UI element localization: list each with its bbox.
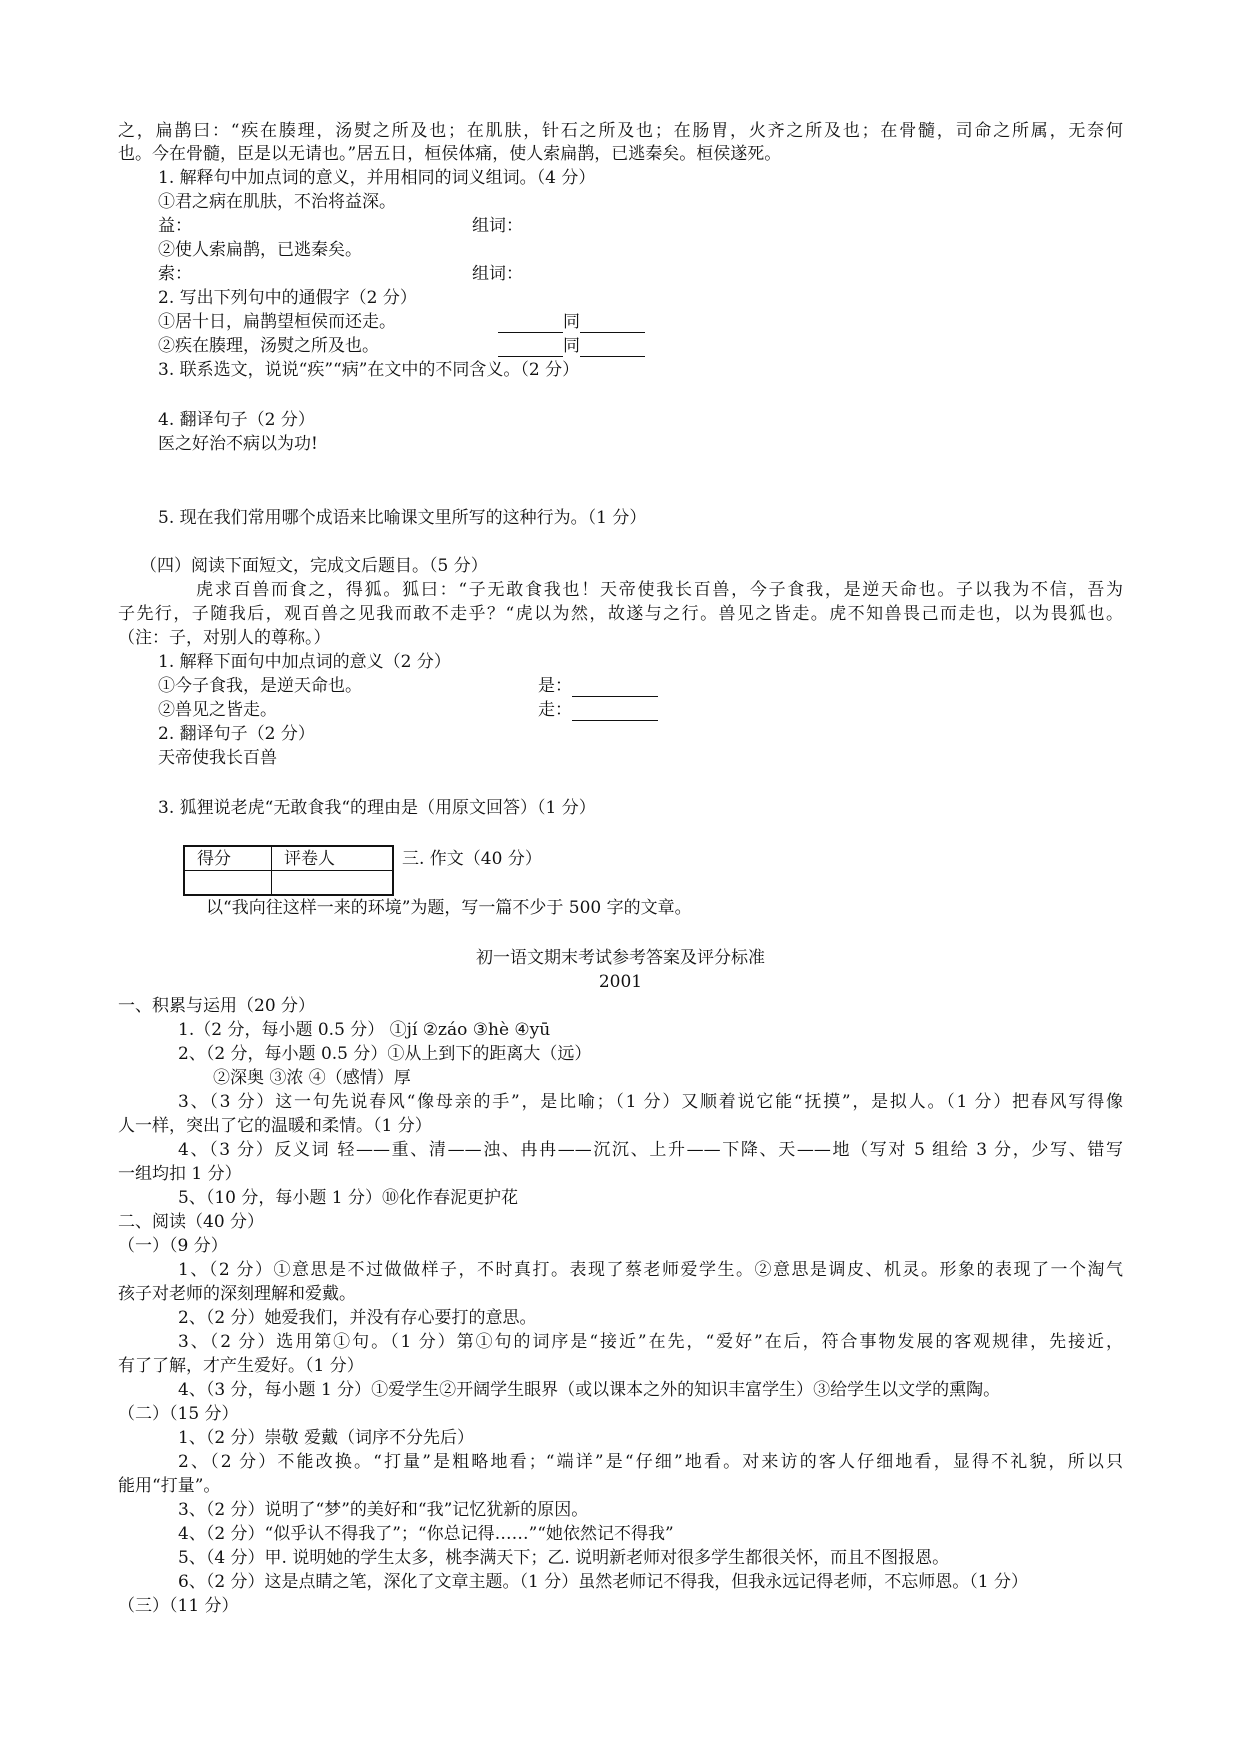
answer-line: 1、（2 分）崇敬 爱戴（词序不分先后） bbox=[178, 1428, 474, 1448]
question-3-prompt: 3. 狐狸说老虎“无敢食我“的理由是（用原文回答）（1 分） bbox=[158, 798, 596, 818]
answer-label-shi: 是： bbox=[538, 676, 572, 696]
answer-line: 5、（10 分，每小题 1 分）⑩化作春泥更护花 bbox=[178, 1188, 518, 1208]
question-2-prompt: 2. 写出下列句中的通假字（2 分） bbox=[158, 288, 417, 308]
answer-line: ②深奥 ③浓 ④（感情）厚 bbox=[213, 1068, 411, 1088]
question-3-prompt: 3. 联系选文，说说“疾”“病”在文中的不同含义。（2 分） bbox=[158, 360, 580, 380]
passage-line: 子先行，子随我后，观百兽之见我而敢不走乎？“虎以为然，故遂与之行。兽见之皆走。虎不知兽畏己而走也，以为畏狐也。 bbox=[118, 604, 1123, 624]
score-header: 得分 bbox=[184, 846, 272, 871]
subsection-heading: （三）（11 分） bbox=[118, 1596, 239, 1616]
question-line: ②疾在腠理，汤熨之所及也。 bbox=[158, 336, 379, 356]
answer-line: 4、（3 分，每小题 1 分）①爱学生②开阔学生眼界（或以课本之外的知识丰富学生）③给学生以文学的熏陶。 bbox=[178, 1380, 1001, 1400]
section-heading: （四）阅读下面短文，完成文后题目。（5 分） bbox=[140, 556, 488, 576]
answer-line: 1.（2 分，每小题 0.5 分） ①jí ②záo ③hè ④yū bbox=[178, 1020, 551, 1040]
answer-line: 能用“打量”。 bbox=[118, 1476, 221, 1496]
answer-blank bbox=[572, 680, 658, 697]
section-heading: 二、阅读（40 分） bbox=[118, 1212, 265, 1232]
answer-line: 2、（2 分）不能改换。“打量”是粗略地看；“端详”是“仔细”地看。对来访的客人仔细地看，显得不礼貌，所以只 bbox=[178, 1452, 1123, 1472]
tong-label: 同 bbox=[563, 312, 580, 332]
question-line: 医之好治不病以为功! bbox=[158, 434, 318, 454]
fill-blank-pair bbox=[498, 335, 645, 357]
answer-line: 人一样，突出了它的温暖和柔情。（1 分） bbox=[118, 1116, 432, 1136]
grader-header: 评卷人 bbox=[272, 846, 394, 871]
answer-label-zuci: 组词： bbox=[472, 216, 523, 236]
answer-line: 3、（2 分）说明了“梦”的美好和“我”记忆犹新的原因。 bbox=[178, 1500, 589, 1520]
answer-line: 4、（2 分）“似乎认不得我了”；“你总记得……”“她依然记不得我” bbox=[178, 1524, 674, 1544]
passage-line: 虎求百兽而食之，得狐。狐曰：“子无敢食我也！天帝使我长百兽，今子食我，是逆天命也。子以我为不信，吾为 bbox=[196, 580, 1123, 600]
answer-line: 有了了解，才产生爱好。（1 分） bbox=[118, 1356, 364, 1376]
passage-line: 也。今在骨髓，臣是以无请也。”居五日，桓侯体痛，使人索扁鹊，已逃秦矣。桓侯遂死。 bbox=[118, 144, 782, 164]
grader-cell bbox=[272, 871, 394, 896]
question-4-prompt: 4. 翻译句子（2 分） bbox=[158, 410, 315, 430]
answer-line: 2、（2 分，每小题 0.5 分）①从上到下的距离大（远） bbox=[178, 1044, 592, 1064]
subsection-heading: （二）（15 分） bbox=[118, 1404, 239, 1424]
answer-key-year: 2001 bbox=[598, 972, 643, 992]
answer-line: 3、（2 分）选用第①句。（1 分）第①句的词序是“接近”在先，“爱好”在后，符合事物发展的客观规律，先接近， bbox=[178, 1332, 1123, 1352]
essay-prompt: 以“我向往这样一来的环境”为题，写一篇不少于 500 字的文章。 bbox=[206, 898, 692, 918]
passage-line: 之，扁鹊曰：“疾在腠理，汤熨之所及也；在肌肤，针石之所及也；在肠胃，火齐之所及也；在骨髓，司命之所属，无奈何 bbox=[118, 121, 1123, 141]
answer-blank bbox=[572, 704, 658, 721]
question-line: ①今子食我，是逆天命也。 bbox=[158, 676, 362, 696]
question-1-prompt: 1. 解释下面句中加点词的意义（2 分） bbox=[158, 652, 451, 672]
section-heading: 一、积累与运用（20 分） bbox=[118, 996, 316, 1016]
answer-blank bbox=[498, 316, 563, 333]
question-line: ①君之病在肌肤，不治将益深。 bbox=[158, 192, 396, 212]
answer-key-title: 初一语文期末考试参考答案及评分标准 bbox=[476, 948, 765, 968]
answer-line: 6、（2 分）这是点睛之笔，深化了文章主题。（1 分）虽然老师记不得我，但我永远记得老师，不忘师恩。（1 分） bbox=[178, 1572, 1028, 1592]
answer-label-zuci: 组词： bbox=[472, 264, 523, 284]
question-line: 天帝使我长百兽 bbox=[158, 748, 277, 768]
question-line: ①居十日，扁鹊望桓侯而还走。 bbox=[158, 312, 396, 332]
answer-label-yi: 益： bbox=[158, 216, 192, 236]
question-line: ②兽见之皆走。 bbox=[158, 700, 277, 720]
answer-line: 3、（3 分）这一句先说春风“像母亲的手”，是比喻；（1 分）又顺着说它能“抚摸”，是拟人。（1 分）把春风写得像 bbox=[178, 1092, 1123, 1112]
question-5-prompt: 5. 现在我们常用哪个成语来比喻课文里所写的这种行为。（1 分） bbox=[158, 508, 647, 528]
answer-line: 2、（2 分）她爱我们，并没有存心要打的意思。 bbox=[178, 1308, 537, 1328]
score-cell bbox=[184, 871, 272, 896]
answer-line: 4、（3 分）反义词 轻——重、清——浊、冉冉——沉沉、上升——下降、天——地（写对 5 组给 3 分，少写、错写 bbox=[178, 1140, 1123, 1160]
answer-label-zou: 走： bbox=[538, 700, 572, 720]
question-1-prompt: 1. 解释句中加点词的意义，并用相同的词义组词。（4 分） bbox=[158, 168, 596, 188]
answer-line: 孩子对老师的深刻理解和爱戴。 bbox=[118, 1284, 356, 1304]
tong-label: 同 bbox=[563, 336, 580, 356]
answer-line: 5、（4 分）甲. 说明她的学生太多，桃李满天下；乙. 说明新老师对很多学生都很关怀，而且不图报恩。 bbox=[178, 1548, 950, 1568]
answer-blank bbox=[580, 340, 645, 357]
answer-blank bbox=[498, 340, 563, 357]
answer-label-suo: 索： bbox=[158, 264, 192, 284]
question-line: ②使人索扁鹊，已逃秦矣。 bbox=[158, 240, 362, 260]
question-2-prompt: 2. 翻译句子（2 分） bbox=[158, 724, 315, 744]
answer-blank bbox=[580, 316, 645, 333]
section-heading: 三. 作文（40 分） bbox=[402, 849, 542, 869]
score-table bbox=[183, 845, 394, 896]
answer-field bbox=[538, 699, 658, 721]
answer-line: 1、（2 分）①意思是不过做做样子，不时真打。表现了蔡老师爱学生。②意思是调皮、机灵。形象的表现了一个淘气 bbox=[178, 1260, 1123, 1280]
fill-blank-pair bbox=[498, 311, 645, 333]
passage-note: （注：子，对别人的尊称。） bbox=[118, 628, 331, 648]
subsection-heading: （一）（9 分） bbox=[118, 1236, 228, 1256]
answer-field bbox=[538, 675, 658, 697]
answer-line: 一组均扣 1 分） bbox=[118, 1164, 242, 1184]
